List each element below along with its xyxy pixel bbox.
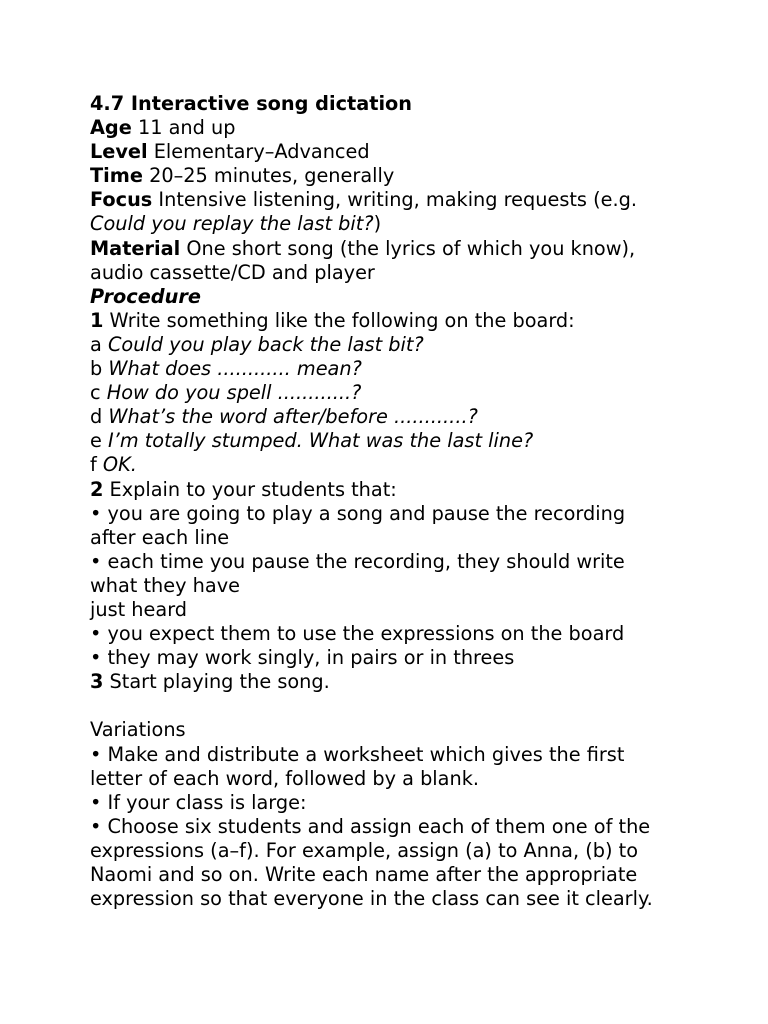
- expression-letter: c: [90, 381, 107, 405]
- level-label: Level: [90, 140, 148, 164]
- step-2: [90, 478, 730, 502]
- expression-letter: b: [90, 357, 109, 381]
- material-label: Material: [90, 236, 181, 260]
- step-2-line: • you are going to play a song and pause the recording: [90, 501, 626, 525]
- expression-text: What’s the word after/before ............?: [108, 405, 478, 429]
- expression-b: [90, 357, 730, 381]
- expression-f: [90, 453, 730, 477]
- age-label: Age: [90, 116, 132, 140]
- step-2-line: just heard: [90, 597, 188, 621]
- focus-close: ): [373, 212, 382, 236]
- procedure-heading: Procedure: [90, 284, 201, 308]
- variations-line: expressions (a–f). For example, assign (a) to Anna, (b) to: [90, 838, 639, 862]
- focus-example: Could you replay the last bit?: [90, 212, 374, 236]
- time-value: 20–25 minutes, generally: [142, 164, 395, 188]
- step-3-text: Start playing the song.: [103, 670, 330, 694]
- expression-letter: f: [90, 453, 103, 477]
- material-row: [90, 237, 730, 261]
- expression-letter: d: [90, 405, 109, 429]
- step-3: [90, 670, 730, 694]
- step-1-text: Write something like the following on the board:: [103, 308, 575, 332]
- step-2-line: after each line: [90, 525, 230, 549]
- focus-row: [90, 188, 730, 212]
- section-title: 4.7 Interactive song dictation: [90, 92, 413, 115]
- variations-line: Naomi and so on. Write each name after the appropriate: [90, 863, 638, 886]
- step-2-text: Explain to your students that:: [103, 477, 397, 501]
- focus-label: Focus: [90, 188, 153, 212]
- expression-d: [90, 405, 730, 429]
- variations-heading: Variations: [90, 718, 186, 742]
- material-value: One short song (the lyrics of which you know),: [180, 236, 636, 260]
- expression-c: [90, 381, 730, 405]
- expression-letter: e: [90, 429, 108, 453]
- step-2-line: • each time you pause the recording, they should write: [90, 549, 625, 573]
- variations-line: • Make and distribute a worksheet which gives the first: [90, 742, 625, 766]
- step-3-number: 3: [90, 670, 104, 694]
- step-1: [90, 309, 730, 333]
- time-row: [90, 164, 730, 188]
- focus-example-row: [90, 212, 730, 236]
- step-2-line: • you expect them to use the expressions on the board: [90, 622, 625, 646]
- document-page: [90, 92, 730, 911]
- age-value: 11 and up: [131, 116, 236, 140]
- expression-text: Could you play back the last bit?: [107, 332, 424, 356]
- expression-text: OK.: [102, 453, 137, 477]
- expression-text: What does ............ mean?: [108, 357, 362, 381]
- expression-text: I’m totally stumped. What was the last line?: [108, 429, 534, 453]
- expression-e: [90, 429, 730, 453]
- expression-letter: a: [90, 332, 108, 356]
- step-1-number: 1: [90, 308, 104, 332]
- age-row: [90, 116, 730, 140]
- time-label: Time: [90, 164, 143, 188]
- level-value: Elementary–Advanced: [147, 140, 370, 164]
- expression-a: [90, 333, 730, 357]
- variations-line: letter of each word, followed by a blank.: [90, 766, 479, 790]
- level-row: [90, 140, 730, 164]
- variations-line: • Choose six students and assign each of them one of the: [90, 814, 651, 838]
- expression-text: How do you spell ............?: [106, 381, 362, 405]
- step-2-line: what they have: [90, 573, 240, 597]
- variations-line: • If your class is large:: [90, 790, 307, 814]
- step-2-line: • they may work singly, in pairs or in threes: [90, 646, 515, 670]
- variations-line: expression so that everyone in the class can see it clearly.: [90, 887, 653, 911]
- step-2-number: 2: [90, 477, 104, 501]
- focus-value: Intensive listening, writing, making requests (e.g.: [152, 188, 637, 212]
- material-row-continued: audio cassette/CD and player: [90, 260, 375, 284]
- blank-line: [90, 694, 730, 718]
